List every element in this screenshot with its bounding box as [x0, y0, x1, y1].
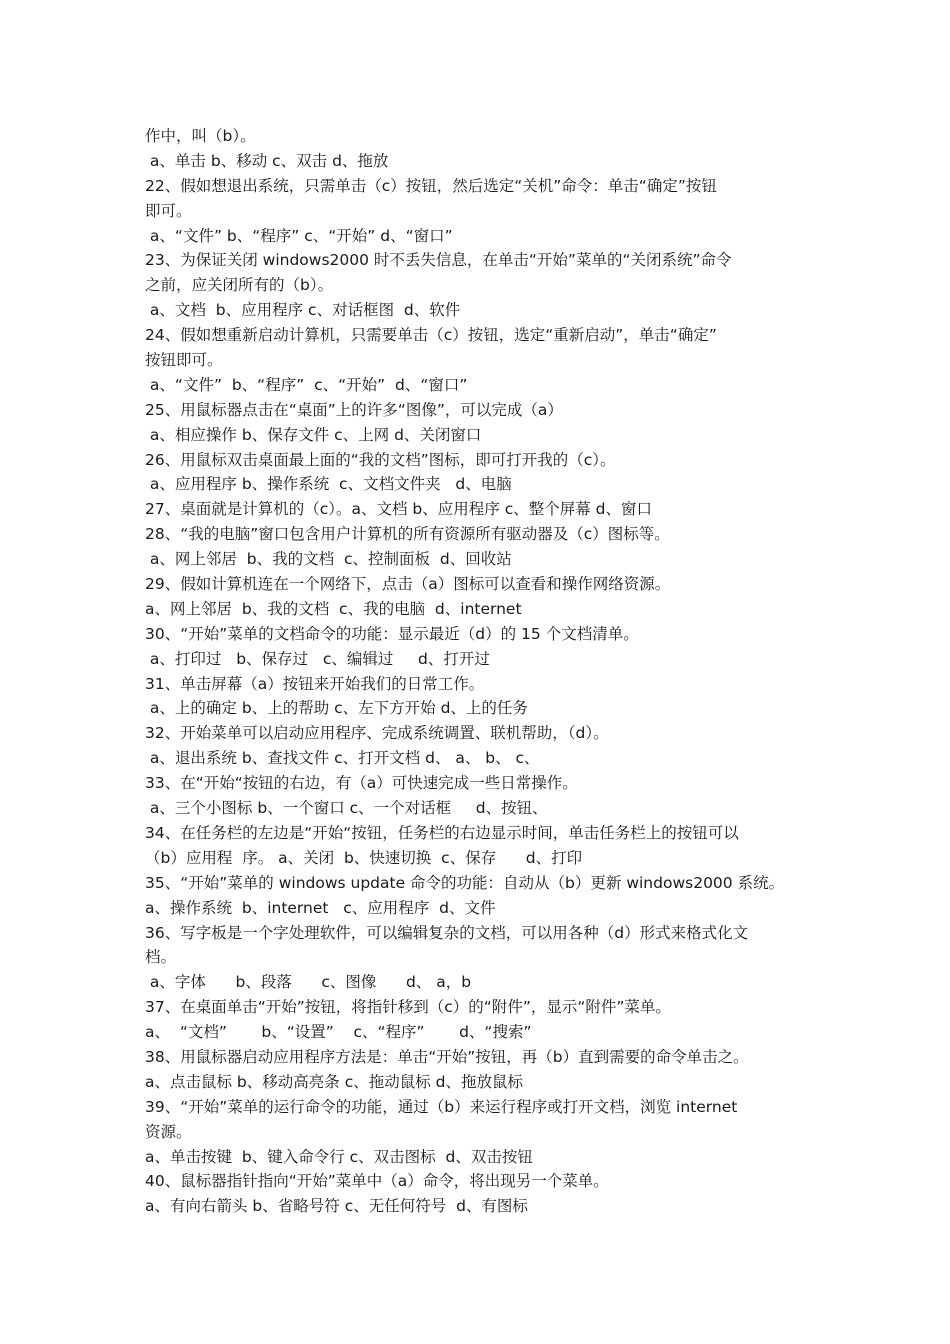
document-line: a、“文件” b、“程序” c、“开始” d、“窗口” [145, 375, 468, 394]
document-line: 33、在“开始“按钮的右边，有（a）可快速完成一些日常操作。 [145, 774, 578, 793]
document-line: a、打印过 b、保存过 c、编辑过 d、打开过 [145, 649, 490, 668]
document-line: 24、假如想重新启动计算机，只需要单击（c）按钮，选定“重新启动”，单击“确定” [145, 326, 717, 345]
document-line: 28、“我的电脑”窗口包含用户计算机的所有资源所有驱动器及（c）图标等。 [145, 525, 670, 544]
document-line: 之前，应关闭所有的（b）。 [145, 276, 334, 295]
document-line: a、有向右箭头 b、省略号符 c、无任何符号 d、有图标 [145, 1197, 528, 1216]
document-line: 29、假如计算机连在一个网络下，点击（a）图标可以查看和操作网络资源。 [145, 575, 671, 594]
document-line: a、上的确定 b、上的帮助 c、左下方开始 d、上的任务 [145, 699, 528, 718]
document-line: 26、用鼠标双击桌面最上面的“我的文档”图标，即可打开我的（c）。 [145, 450, 616, 469]
document-line: 30、“开始”菜单的文档命令的功能：显示最近（d）的 15 个文档清单。 [145, 624, 639, 643]
document-line: 按钮即可。 [145, 351, 223, 370]
document-body [145, 124, 817, 1219]
document-line: a、点击鼠标 b、移动高亮条 c、拖动鼠标 d、拖放鼠标 [145, 1072, 523, 1091]
document-line: a、文档 b、应用程序 c、对话框图 d、软件 [145, 301, 461, 320]
document-line: 资源。 [145, 1122, 192, 1141]
document-line: a、单击 b、移动 c、双击 d、拖放 [145, 151, 389, 170]
document-line: a、单击按键 b、键入命令行 c、双击图标 d、双击按钮 [145, 1147, 533, 1166]
document-line: 39、“开始”菜单的运行命令的功能，通过（b）来运行程序或打开文档，浏览 internet [145, 1097, 738, 1116]
document-line: 25、用鼠标器点击在“桌面”上的许多“图像”，可以完成（a） [145, 400, 563, 419]
document-line: a、“文件” b、“程序” c、“开始” d、“窗口” [145, 226, 453, 245]
document-line: 即可。 [145, 201, 192, 220]
document-line: 23、为保证关闭 windows2000 时不丢失信息，在单击“开始”菜单的“关闭系统”命令 [145, 251, 732, 270]
document-line: 35、“开始”菜单的 windows update 命令的功能：自动从（b）更新 windows2000 系统。 [145, 873, 785, 892]
document-line: 34、在任务栏的左边是“开始“按钮，任务栏的右边显示时间，单击任务栏上的按钮可以 [145, 823, 739, 842]
document-line: a、网上邻居 b、我的文档 c、控制面板 d、回收站 [145, 550, 512, 569]
document-line: a、退出系统 b、查找文件 c、打开文档 d、 a、 b、 c、 [145, 749, 540, 768]
document-line: a、 “文档” b、“设置” c、“程序” d、“搜索” [145, 1023, 532, 1042]
document-line: a、应用程序 b、操作系统 c、文档文件夹 d、电脑 [145, 475, 512, 494]
document-line: 40、鼠标器指针指向“开始”菜单中（a）命令，将出现另一个菜单。 [145, 1172, 609, 1191]
document-line: 38、用鼠标器启动应用程序方法是：单击“开始”按钮，再（b）直到需要的命令单击之。 [145, 1047, 749, 1066]
document-line: a、操作系统 b、internet c、应用程序 d、文件 [145, 898, 496, 917]
document-line: a、三个小图标 b、一个窗口 c、一个对话框 d、按钮、 [145, 799, 548, 818]
document-line: a、相应操作 b、保存文件 c、上网 d、关闭窗口 [145, 425, 482, 444]
document-line: 32、开始菜单可以启动应用程序、完成系统调置、联机帮助，（d）。 [145, 724, 609, 743]
document-line: 27、桌面就是计算机的（c）。a、文档 b、应用程序 c、整个屏幕 d、窗口 [145, 500, 652, 519]
document-line: a、网上邻居 b、我的文档 c、我的电脑 d、internet [145, 599, 522, 618]
document-line: 31、单击屏幕（a）按钮来开始我们的日常工作。 [145, 674, 485, 693]
document-line: 36、写字板是一个字处理软件，可以编辑复杂的文档，可以用各种（d）形式来格式化文 [145, 923, 749, 942]
document-line: 37、在桌面单击“开始”按钮，将指针移到（c）的“附件”，显示“附件”菜单。 [145, 998, 671, 1017]
document-line: 22、假如想退出系统，只需单击（c）按钮，然后选定“关机”命令：单击“确定”按钮 [145, 176, 717, 195]
document-line: a、字体 b、段落 c、图像 d、 a，b [145, 973, 472, 992]
document-line: 作中，叫（b）。 [145, 127, 256, 145]
document-line: 档。 [145, 948, 177, 967]
document-line: （b）应用程 序。 a、关闭 b、快速切换 c、保存 d、打印 [145, 848, 583, 867]
